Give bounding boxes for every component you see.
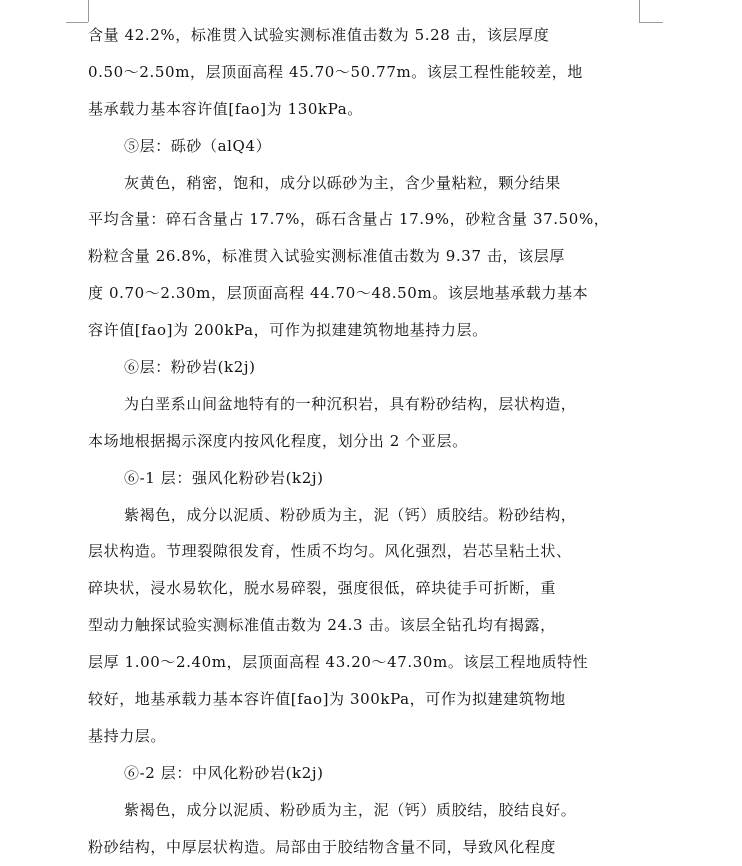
document-body	[88, 17, 648, 865]
text-line: 较好，地基承载力基本容许值[fao]为 300kPa，可作为拟建建筑物地	[88, 690, 566, 709]
crop-mark-top-left-horizontal	[66, 22, 88, 23]
text-line: 粉粒含量 26.8%，标准贯入试验实测标准值击数为 9.37 击，该层厚	[88, 247, 565, 266]
section-heading-layer-6: ⑥层：粉砂岩(k2j)	[124, 358, 256, 377]
section-heading-layer-6-1: ⑥-1 层：强风化粉砂岩(k2j)	[124, 468, 324, 487]
text-line: 层厚 1.00～2.40m，层顶面高程 43.20～47.30m。该层工程地质特性	[88, 653, 589, 672]
text-line: 层状构造。节理裂隙很发育，性质不均匀。风化强烈，岩芯呈粘土状、	[88, 542, 572, 561]
text-line: 含量 42.2%，标准贯入试验实测标准值击数为 5.28 击，该层厚度	[88, 26, 550, 44]
text-line: 紫褐色，成分以泥质、粉砂质为主，泥（钙）质胶结。粉砂结构，	[124, 505, 577, 524]
text-line: 本场地根据揭示深度内按风化程度，划分出 2 个亚层。	[88, 431, 468, 450]
section-heading-layer-5: ⑤层：砾砂（alQ4）	[124, 136, 272, 155]
text-line: 粉砂结构，中厚层状构造。局部由于胶结物含量不同，导致风化程度	[88, 837, 557, 856]
section-heading-layer-6-2: ⑥-2 层：中风化粉砂岩(k2j)	[124, 763, 324, 782]
text-line: 碎块状，浸水易软化，脱水易碎裂，强度很低，碎块徒手可折断，重	[88, 579, 557, 598]
text-line: 基承载力基本容许值[fao]为 130kPa。	[88, 99, 363, 118]
text-line: 0.50～2.50m，层顶面高程 45.70～50.77m。该层工程性能较差，地	[88, 62, 583, 81]
text-line: 容许值[fao]为 200kPa，可作为拟建建筑物地基持力层。	[88, 321, 488, 340]
text-line: 平均含量：碎石含量占 17.7%，砾石含量占 17.9%，砂粒含量 37.50%，	[88, 210, 610, 229]
text-line: 灰黄色，稍密，饱和，成分以砾砂为主，含少量粘粒，颗分结果	[124, 173, 561, 192]
text-line: 基持力层。	[88, 726, 167, 745]
text-line: 紫褐色，成分以泥质、粉砂质为主，泥（钙）质胶结，胶结良好。	[124, 800, 577, 819]
text-line: 为白垩系山间盆地特有的一种沉积岩，具有粉砂结构，层状构造，	[124, 394, 577, 413]
text-line: 型动力触探试验实测标准值击数为 24.3 击。该层全钻孔均有揭露，	[88, 616, 556, 635]
text-line: 度 0.70～2.30m，层顶面高程 44.70～48.50m。该层地基承载力基本	[88, 284, 589, 303]
